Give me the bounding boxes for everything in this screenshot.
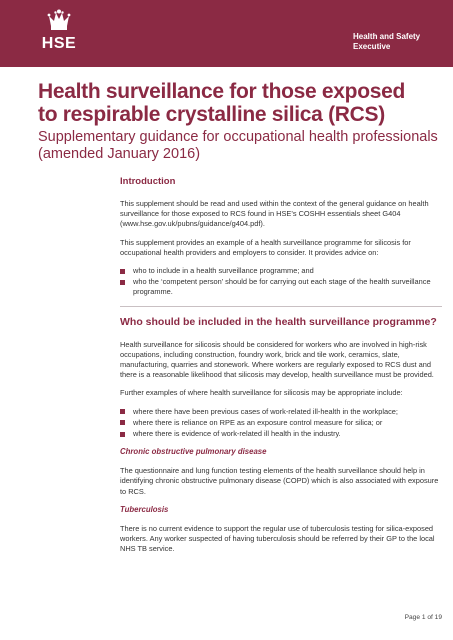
tuberculosis-paragraph: There is no current evidence to support the regular use of tuberculosis testing for silica-exposed workers. Any worker suspected of having tuberculosis should be referred by their GP to the local NHS TB service. bbox=[120, 523, 435, 554]
list-item bbox=[120, 418, 442, 428]
document-subtitle bbox=[38, 129, 438, 163]
org-name-line1: Health and Safety bbox=[353, 32, 421, 41]
list-item bbox=[120, 277, 442, 297]
list-item bbox=[120, 407, 442, 417]
org-name bbox=[353, 32, 449, 52]
copd-paragraph: The questionnaire and lung function testing elements of the health surveillance should help in identifying chronic obstructive pulmonary disease (COPD) which is also associated with exposure to RCS. bbox=[120, 466, 439, 496]
subtitle-line2: (amended January 2016) bbox=[38, 146, 201, 162]
who-included-paragraph-2: Further examples of where health surveillance for silicosis may be appropriate include: bbox=[120, 388, 403, 398]
header-banner bbox=[0, 0, 453, 67]
list-item bbox=[120, 266, 442, 276]
bullet-square-icon bbox=[120, 269, 125, 274]
title-line1: Health surveillance for those exposed bbox=[38, 80, 406, 103]
introduction-paragraph-2: This supplement provides an example of a health surveillance programme for silicosis for occupational health providers and employers to consider. It provides advice on: bbox=[120, 237, 411, 257]
tuberculosis-heading: Tuberculosis bbox=[120, 504, 169, 514]
crown-icon bbox=[38, 8, 80, 34]
hse-logo bbox=[38, 8, 80, 56]
logo-text: HSE bbox=[41, 35, 77, 52]
who-included-bullet-list bbox=[120, 407, 442, 440]
main-content bbox=[120, 176, 442, 562]
bullet-text: where there have been previous cases of work-related ill-health in the workplace; bbox=[133, 406, 398, 416]
bullet-text: where there is evidence of work-related ill health in the industry. bbox=[133, 429, 341, 439]
section-divider bbox=[120, 306, 442, 307]
bullet-square-icon bbox=[120, 280, 125, 285]
introduction-heading: Introduction bbox=[120, 176, 176, 187]
page-number: Page 1 of 19 bbox=[404, 614, 442, 621]
list-item bbox=[120, 429, 442, 439]
bullet-text: where there is reliance on RPE as an exposure control measure for silica; or bbox=[133, 417, 383, 427]
document-title bbox=[38, 80, 438, 126]
org-name-line2: Executive bbox=[353, 42, 391, 51]
bullet-square-icon bbox=[120, 420, 125, 425]
introduction-bullet-list bbox=[120, 266, 442, 298]
bullet-square-icon bbox=[120, 409, 125, 414]
bullet-square-icon bbox=[120, 432, 125, 437]
copd-heading: Chronic obstructive pulmonary disease bbox=[120, 447, 267, 457]
subtitle-line1: Supplementary guidance for occupational health professionals bbox=[38, 129, 438, 145]
bullet-text: who to include in a health surveillance programme; and bbox=[133, 266, 314, 276]
who-included-heading: Who should be included in the health surveillance programme? bbox=[120, 315, 437, 328]
bullet-text: who the ‘competent person’ should be for carrying out each stage of the health surveillance programme. bbox=[133, 277, 431, 297]
title-line2: to respirable crystalline silica (RCS) bbox=[38, 103, 385, 126]
introduction-paragraph-1: This supplement should be read and used within the context of the general guidance on health surveillance for those exposed to RCS found in HSE’s COSHH essentials sheet G404 (www.hse.gov.uk/pubns/guidance/g404.pdf). bbox=[120, 199, 429, 229]
who-included-paragraph-1: Health surveillance for silicosis should be considered for workers who are involved in high-risk occupations, including construction, foundry work, brick and tile work, ceramics, slate, manufacturing, quarries and stonework. Where workers are regularly exposed to RCS dust and there is a reasonable likelihood that silicosis may develop, health surveillance must be provided. bbox=[120, 339, 434, 380]
